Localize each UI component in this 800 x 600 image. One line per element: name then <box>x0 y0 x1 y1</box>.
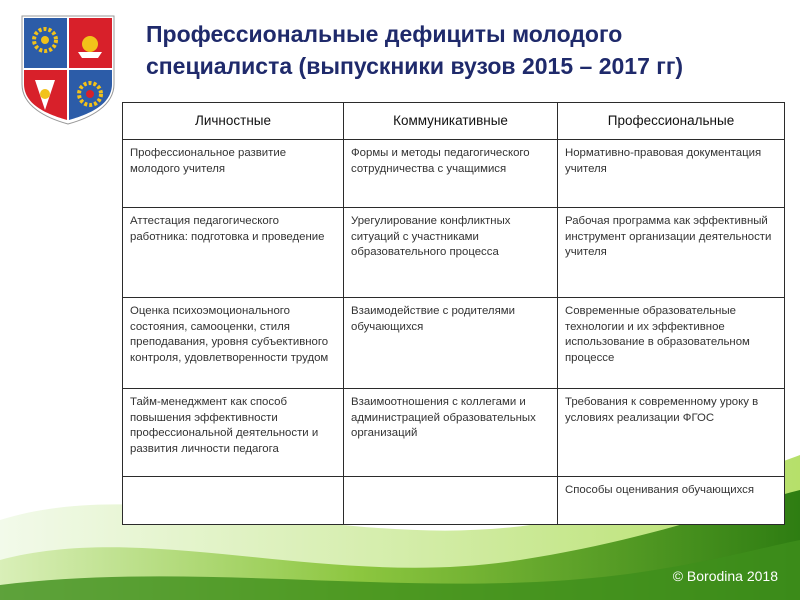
table-row <box>123 389 785 477</box>
table-cell: Тайм-менеджмент как способ повышения эффективности профессиональной деятельности и развития личности педагога <box>123 389 344 477</box>
table-cell: Профессиональное развитие молодого учителя <box>123 140 344 208</box>
table-cell <box>344 477 558 525</box>
copyright-text: © Borodina 2018 <box>672 568 778 584</box>
table-cell <box>123 477 344 525</box>
column-header-communicative: Коммуникативные <box>344 103 558 140</box>
table-cell: Нормативно-правовая документация учителя <box>558 140 785 208</box>
table-row <box>123 298 785 389</box>
table-cell: Современные образовательные технологии и их эффективное использование в образовательном процессе <box>558 298 785 389</box>
table-cell: Взаимоотношения с коллегами и администрацией образовательных организаций <box>344 389 558 477</box>
table-cell: Оценка психоэмоционального состояния, самооценки, стиля преподавания, уровня субъективного контроля, удовлетворенности трудом <box>123 298 344 389</box>
table-cell: Взаимодействие с родителями обучающихся <box>344 298 558 389</box>
deficits-table <box>122 102 785 525</box>
coat-of-arms-icon <box>20 14 116 126</box>
table-header-row <box>123 103 785 140</box>
table-cell: Рабочая программа как эффективный инструмент организации деятельности учителя <box>558 208 785 298</box>
table-cell: Способы оценивания обучающихся <box>558 477 785 525</box>
column-header-professional: Профессиональные <box>558 103 785 140</box>
table-row <box>123 208 785 298</box>
column-header-personal: Личностные <box>123 103 344 140</box>
table-cell: Формы и методы педагогического сотрудничества с учащимися <box>344 140 558 208</box>
table-cell: Требования к современному уроку в условиях реализации ФГОС <box>558 389 785 477</box>
table-row <box>123 477 785 525</box>
page-title-line-1: Профессиональные дефициты молодого <box>146 21 623 47</box>
page-title-line-2: специалиста (выпускники вузов 2015 – 2017 гг) <box>146 53 684 79</box>
table-row <box>123 140 785 208</box>
table-cell: Урегулирование конфликтных ситуаций с участниками образовательного процесса <box>344 208 558 298</box>
page-title <box>146 18 786 82</box>
table-cell: Аттестация педагогического работника: подготовка и проведение <box>123 208 344 298</box>
